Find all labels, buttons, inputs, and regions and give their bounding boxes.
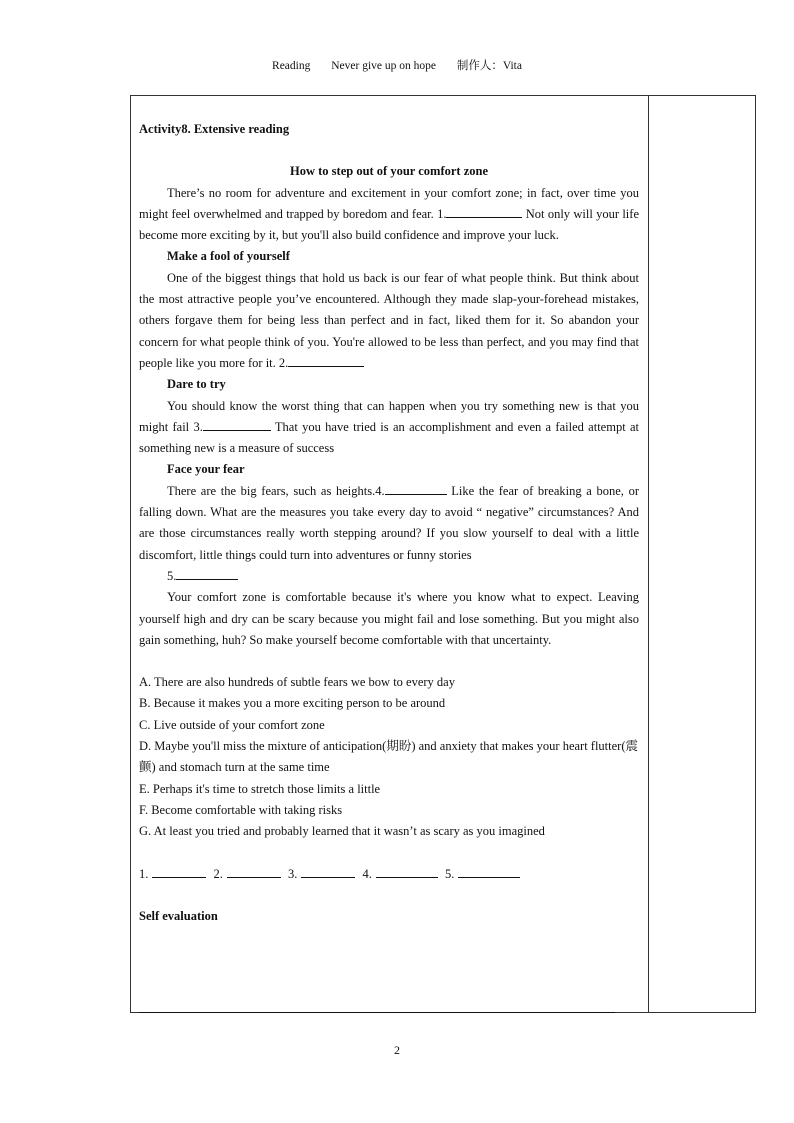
- option-b: B. Because it makes you a more exciting person to be around: [139, 696, 446, 711]
- paragraph-dare: You should know the worst thing that can happen when you try something new is that you might fail 3. That you have tried is an accomplishment and even a failed attempt at something new is a measure of success: [139, 398, 639, 456]
- page-number: 2: [394, 1043, 400, 1057]
- answer-field-5[interactable]: [458, 864, 520, 878]
- main-content: [139, 119, 639, 927]
- header-subject: Reading: [272, 60, 311, 72]
- answer-blank-5[interactable]: [176, 566, 238, 580]
- option-g: G. At least you tried and probably learned that it wasn’t as scary as you imagined: [139, 824, 545, 839]
- header-unit: Never give up on hope: [331, 60, 436, 72]
- answer-field-1[interactable]: [152, 864, 206, 878]
- answer-field-3[interactable]: [301, 864, 355, 878]
- option-f: F. Become comfortable with taking risks: [139, 802, 343, 817]
- article-intro: There’s no room for adventure and excitement in your comfort zone; in fact, over time you might feel overwhelmed and trapped by boredom and fear. 1. Not only will your life become more exciting by it, but you'll also build confidence and improve your luck.: [139, 185, 639, 243]
- paragraph-comfort: Your comfort zone is comfortable because it's where you know what to expect. Leaving yourself high and dry can be scary because you might fail and lose something. But you might also gain something, huh? So make yourself become comfortable with that uncertainty.: [139, 590, 639, 647]
- answer-blank-4[interactable]: [385, 481, 447, 495]
- subheading-face-your-fear: Face your fear: [167, 462, 245, 477]
- subheading-make-a-fool: Make a fool of yourself: [167, 249, 290, 264]
- activity-title: Activity8. Extensive reading: [139, 122, 290, 136]
- self-evaluation-line[interactable]: [139, 1012, 615, 1013]
- paragraph-fear: There are the big fears, such as heights.4. Like the fear of breaking a bone, or falling down. What are the measures you take every day to avoid “ negative” circumstances? And are those circumstances really worth stepping around? If you slow yourself to deal with a little discomfort, little things could turn into adventures or funny stories: [139, 481, 639, 566]
- option-c: C. Live outside of your comfort zone: [139, 717, 325, 732]
- option-d: D. Maybe you'll miss the mixture of anticipation(期盼) and anxiety that makes your heart flutter(震颤) and stomach turn at the same time: [139, 739, 638, 775]
- page-header: [0, 57, 794, 73]
- header-author: 制作人：Vita: [456, 60, 522, 72]
- option-a: A. There are also hundreds of subtle fears we bow to every day: [139, 675, 455, 690]
- question-5: 5.: [139, 566, 639, 587]
- answer-blank-2[interactable]: [288, 353, 364, 367]
- answer-blank-1[interactable]: [446, 204, 522, 218]
- self-evaluation-label: Self evaluation: [139, 908, 218, 923]
- subheading-dare-to-try: Dare to try: [167, 377, 226, 392]
- option-e: E. Perhaps it's time to stretch those limits a little: [139, 781, 381, 796]
- answer-field-4[interactable]: [376, 864, 438, 878]
- answer-row: 1. 2. 3. 4. 5.: [139, 864, 639, 885]
- answer-field-2[interactable]: [227, 864, 281, 878]
- notes-column-divider: [648, 95, 649, 1013]
- answer-blank-3[interactable]: [203, 417, 271, 431]
- paragraph-fool: One of the biggest things that hold us back is our fear of what people think. But think about the most attractive people you’ve encountered. Although they made slap-your-forehead mistakes, others forgave them for being less than perfect and in fact, liked them for it. So abandon your concern for what people think of you. You're allowed to be less than perfect, and you may find that people like you more for it. 2.: [139, 270, 639, 370]
- article-title: How to step out of your comfort zone: [290, 164, 488, 179]
